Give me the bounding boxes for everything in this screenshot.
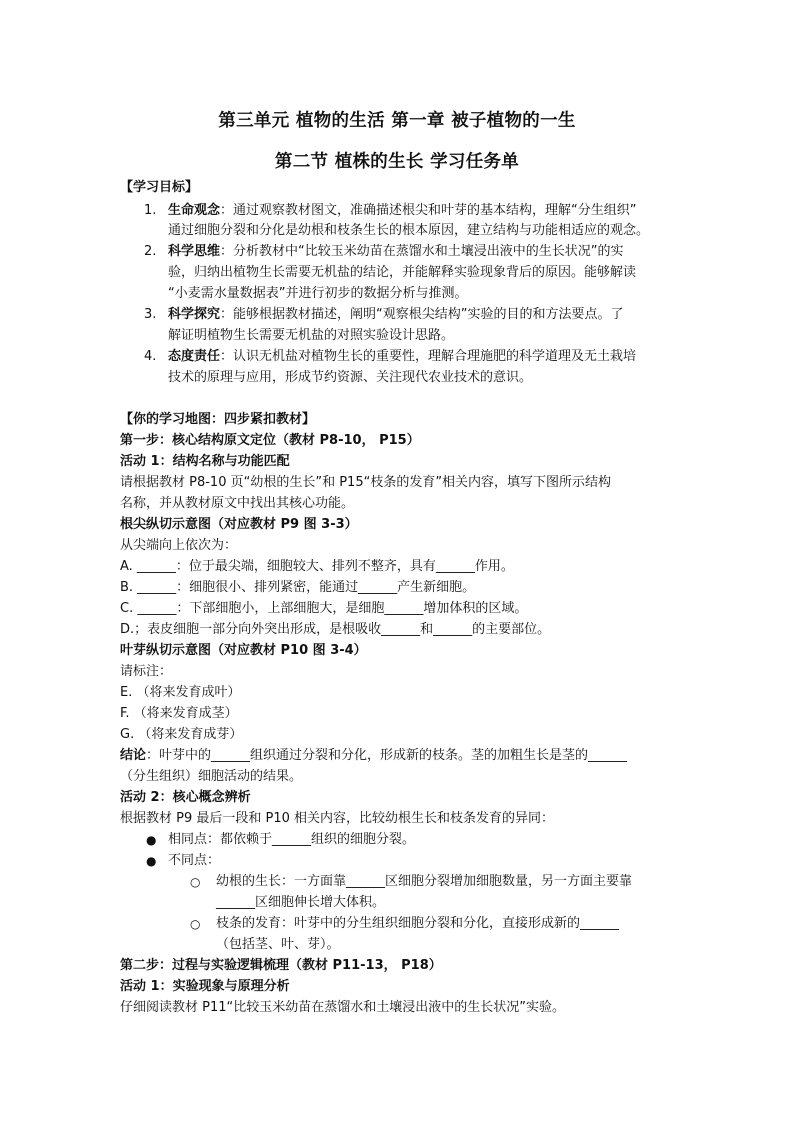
diff-branch-text: （包括茎、叶、芽）。 bbox=[216, 937, 340, 952]
objective-text: ：认识无机盐对植物生长的重要性，理解合理施肥的科学道理及无土栽培 bbox=[220, 349, 637, 364]
objective-number: 3. bbox=[144, 307, 157, 322]
root-item-d: D.；表皮细胞一部分向外突出形成，是根吸收______和______的主要部位。 bbox=[120, 622, 551, 637]
objective-1 bbox=[168, 201, 637, 221]
instruction-text: 名称，并从教材原文中找出其核心功能。 bbox=[120, 496, 355, 511]
objectives-header: 【学习目标】 bbox=[120, 180, 199, 195]
diff-root-text: 幼根的生长：一方面靠______区细胞分裂增加细胞数量，另一方面主要靠 bbox=[216, 874, 633, 889]
step2-heading: 第二步：过程与实验逻辑梳理（教材 P11-13， P18） bbox=[120, 958, 442, 973]
objective-number: 2. bbox=[144, 244, 157, 259]
objective-text: 通过细胞分裂和分化是幼根和枝条生长的根本原因，建立结构与功能相适应的观念。 bbox=[168, 223, 650, 238]
objective-text: 技术的原理与应用，形成节约资源、关注现代农业技术的意识。 bbox=[168, 370, 533, 385]
unit-title: 第三单元 植物的生活 第一章 被子植物的一生 bbox=[218, 111, 576, 131]
objective-text: 验，归纳出植物生长需要无机盐的结论，并能解释实验现象背后的原因。能够解读 bbox=[168, 265, 637, 280]
activity2-heading: 活动 2：核心概念辨析 bbox=[120, 790, 251, 805]
objective-number: 4. bbox=[144, 349, 157, 364]
root-diagram-title: 根尖纵切示意图（对应教材 P9 图 3-3） bbox=[120, 517, 358, 532]
instruction-text: 请根据教材 P8-10 页“幼根的生长”和 P15“枝条的发育”相关内容，填写下图所示结构 bbox=[120, 475, 612, 490]
objective-2 bbox=[168, 242, 624, 262]
objective-text: 解证明植物生长需要无机盐的对照实验设计思路。 bbox=[168, 328, 455, 343]
step1-heading: 第一步：核心结构原文定位（教材 P8-10， P15） bbox=[120, 433, 420, 448]
conclusion-label: 结论 bbox=[120, 748, 147, 763]
conclusion bbox=[120, 746, 627, 766]
root-order-text: 从尖端向上依次为： bbox=[120, 538, 238, 553]
root-item-a: A. ______：位于最尖端，细胞较大、排列不整齐，具有______作用。 bbox=[120, 559, 514, 574]
bud-item-e: E. （将来发育成叶） bbox=[120, 685, 241, 700]
objective-text: “小麦需水量数据表”并进行初步的数据分析与推测。 bbox=[168, 286, 468, 301]
section-title: 第二节 植株的生长 学习任务单 bbox=[274, 152, 520, 172]
objective-4 bbox=[168, 347, 636, 367]
circle-bullet-icon: ○ bbox=[190, 875, 201, 889]
objective-text: ：通过观察教材图文，准确描述根尖和叶芽的基本结构，理解“分生组织” bbox=[220, 203, 637, 218]
bullet-icon: ● bbox=[146, 854, 157, 868]
bud-item-g: G. （将来发育成芽） bbox=[120, 727, 243, 742]
objective-label: 科学探究 bbox=[168, 307, 221, 322]
bullet-icon: ● bbox=[146, 833, 157, 847]
objective-text: ：分析教材中“比较玉米幼苗在蒸馏水和土壤浸出液中的生长状况”的实 bbox=[220, 244, 624, 259]
conclusion-text: ：叶芽中的______组织通过分裂和分化，形成新的枝条。茎的加粗生长是茎的______ bbox=[146, 748, 628, 763]
objective-3 bbox=[168, 305, 624, 325]
same-point: 相同点：都依赖于______组织的细胞分裂。 bbox=[168, 832, 416, 847]
bud-item-f: F. （将来发育成茎） bbox=[120, 706, 238, 721]
instruction-text: 根据教材 P9 最后一段和 P10 相关内容，比较幼根生长和枝条发育的异同： bbox=[120, 811, 555, 826]
activity3-heading: 活动 1：实验现象与原理分析 bbox=[120, 979, 290, 994]
diff-root-text: ______区细胞伸长增大体积。 bbox=[216, 895, 386, 910]
map-header: 【你的学习地图：四步紧扣教材】 bbox=[120, 412, 316, 427]
objective-number: 1. bbox=[144, 203, 157, 218]
instruction-text: 仔细阅读教材 P11“比较玉米幼苗在蒸馏水和土壤浸出液中的生长状况”实验。 bbox=[120, 1000, 565, 1015]
diff-point: 不同点： bbox=[168, 853, 221, 868]
objective-label: 态度责任 bbox=[168, 349, 221, 364]
root-item-b: B. ______：细胞很小、排列紧密，能通过______产生新细胞。 bbox=[120, 580, 476, 595]
activity1-heading: 活动 1：结构名称与功能匹配 bbox=[120, 454, 290, 469]
objective-text: ：能够根据教材描述，阐明“观察根尖结构”实验的目的和方法要点。了 bbox=[220, 307, 624, 322]
conclusion-text: （分生组织）细胞活动的结果。 bbox=[120, 769, 303, 784]
objective-label: 生命观念 bbox=[168, 203, 221, 218]
objective-label: 科学思维 bbox=[168, 244, 221, 259]
root-item-c: C. ______：下部细胞小，上部细胞大，是细胞______增加体积的区域。 bbox=[120, 601, 528, 616]
bud-diagram-title: 叶芽纵切示意图（对应教材 P10 图 3-4） bbox=[120, 643, 367, 658]
diff-branch-text: 枝条的发育：叶芽中的分生组织细胞分裂和分化，直接形成新的______ bbox=[216, 916, 620, 931]
bud-label-text: 请标注： bbox=[120, 664, 173, 679]
circle-bullet-icon: ○ bbox=[190, 917, 201, 931]
